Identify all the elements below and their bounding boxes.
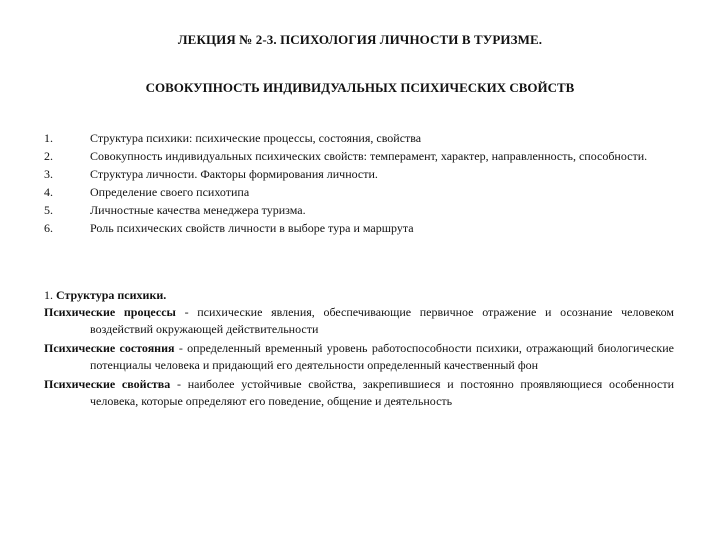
- list-item-number: 6.: [44, 221, 53, 235]
- list-item: [44, 184, 684, 201]
- definition-term: Психические состояния: [44, 341, 175, 355]
- list-item-text: Определение своего психотипа: [90, 185, 250, 199]
- definition-text: - определенный временный уровень работоспособности психики, отражающий биологические потенциалы человека и придающий его деятельности определенный качественный фон: [90, 341, 674, 372]
- list-item-text: Структура личности. Факторы формирования личности.: [90, 167, 378, 181]
- list-item-number: 3.: [44, 167, 53, 181]
- definition-paragraph: [44, 340, 674, 374]
- list-item-number: 2.: [44, 149, 53, 163]
- list-item-number: 5.: [44, 203, 53, 217]
- section-heading-text: Структура психики.: [56, 288, 167, 302]
- list-item-text: Роль психических свойств личности в выборе тура и маршрута: [90, 221, 414, 235]
- list-item-text: Личностные качества менеджера туризма.: [90, 203, 306, 217]
- section-number: 1.: [44, 288, 53, 302]
- definition-text: - психические явления, обеспечивающие первичное отражение и осознание человеком воздействий окружающей действительности: [90, 305, 674, 336]
- definition-text: - наиболее устойчивые свойства, закрепившиеся и постоянно проявляющиеся особенности человека, которые определяют его поведение, общение и деятельность: [90, 377, 674, 408]
- definition-term: Психические свойства: [44, 377, 171, 391]
- list-item-text: Совокупность индивидуальных психических свойств: темперамент, характер, направленность, способности.: [90, 149, 648, 163]
- page-title: ЛЕКЦИЯ № 2-3. ПСИХОЛОГИЯ ЛИЧНОСТИ В ТУРИЗМЕ.: [177, 32, 543, 47]
- list-item: [44, 202, 684, 219]
- list-item-number: 1.: [44, 131, 53, 145]
- page-subtitle: СОВОКУПНОСТЬ ИНДИВИДУАЛЬНЫХ ПСИХИЧЕСКИХ СВОЙСТВ: [145, 80, 575, 95]
- section-body: [44, 287, 674, 412]
- section-heading: [44, 287, 674, 304]
- list-item: [44, 220, 684, 237]
- list-item: [44, 166, 684, 183]
- definition-term: Психические процессы: [44, 305, 176, 319]
- list-item: [44, 130, 684, 147]
- lecture-outline-list: [44, 130, 684, 238]
- definition-paragraph: [44, 376, 674, 410]
- list-item: [44, 148, 684, 165]
- definition-paragraph: [44, 304, 674, 338]
- list-item-number: 4.: [44, 185, 53, 199]
- list-item-text: Структура психики: психические процессы, состояния, свойства: [90, 131, 422, 145]
